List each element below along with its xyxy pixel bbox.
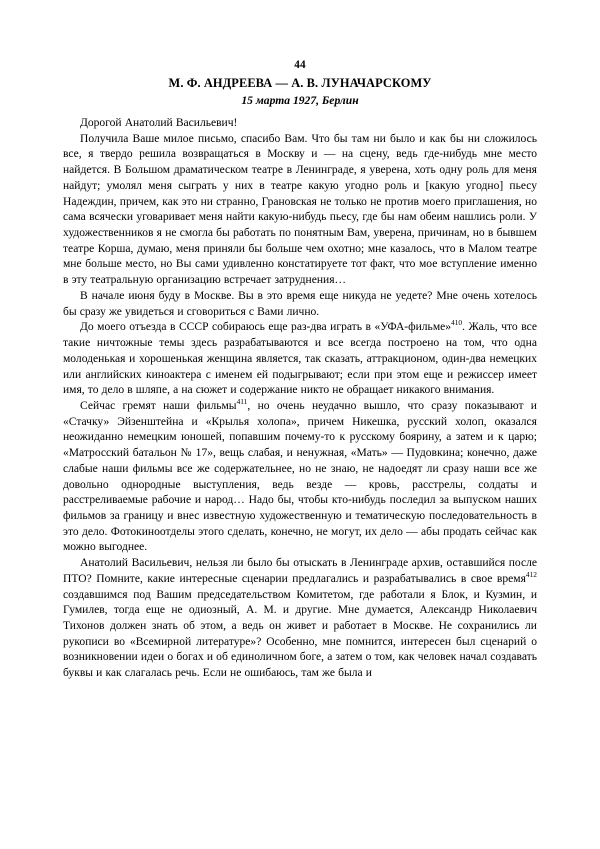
document-dateline: 15 марта 1927, Берлин bbox=[241, 94, 359, 107]
salutation-paragraph: Дорогой Анатолий Васильевич! bbox=[80, 117, 238, 129]
paragraph-3-text-before: До моего отъезда в СССР собираюсь еще раз-два играть в «УФА-фильме» bbox=[80, 321, 452, 334]
footnote-marker-412[interactable]: 412 bbox=[525, 570, 537, 579]
body-paragraph-3 bbox=[63, 320, 537, 399]
page-folio-number: 44 bbox=[294, 59, 306, 71]
body-paragraph-2: В начале июня буду в Москве. Вы в это время еще никуда не уедете? Мне очень хотелось бы сразу же увидеться и сговориться с Вами лично. bbox=[63, 289, 537, 318]
page-content bbox=[63, 58, 537, 682]
footnote-marker-410[interactable]: 410 bbox=[451, 318, 463, 328]
paragraph-5-text-after: создавшимся под Вашим председательством Комитетом, где работали я Блок, и Кузмин, и Гумилев, тогда еще не одиозный, А. М. и другие. Мне думается, Александр Николаевич Тихонов должен знать об этом, а ведь он живет и работает в Москве. Не сохранились ли рукописи во «Всемирной литературе»? Особенно, мне помнится, интересен был сценарий о возникновении идеи о богах и об единоличном боге, а затем о том, как человек начал создавать буквы и как слагалась речь. Если не ошибаюсь, там же была и bbox=[63, 588, 537, 680]
body-paragraph-1: Получила Ваше милое письмо, спасибо Вам. Что бы там ни было и как бы ни сложилось все, я твердо решила возвращаться в Москву и — на сцену, ведь где-нибудь мне место найдется. В Большом драматическом театре в Ленинграде, я уверена, хоть одну роль для меня найдут; умолял меня сыграть у них в театре какую угодно роль и [какую угодно] пьесу Надеждин, причем, как это ни странно, Грановская не только не против моего приглашения, но сама всячески уговаривает меня найти какую-нибудь пьесу, где бы нам обеим нашлись роли. У художественников я не смогла бы работать по понятным Вам, уверена, причинам, но в бывшем театре Корша, думаю, меня приняли бы больше чем охотно; мне казалось, что в Малом театре мне больше место, но Вы сами удивленно констатируете тот факт, что мое вступление именно в эту театральную организацию встречает затруднения… bbox=[63, 132, 537, 287]
paragraph-5-text-before: Анатолий Васильевич, нельзя ли было бы отыскать в Ленинграде архив, оставшийся после ПТО? Помните, какие интересные сценарии предлагались и разрабатывались в свое время bbox=[63, 557, 537, 585]
paragraph-3-text-after: . Жаль, что все такие ничтожные темы здесь разрабатываются и все всегда построено на том, что одна молоденькая и хорошенькая женщина является, так сказать, аттракционом, один-два немецких или английских киноактера с именем ей подыгрывают; если при этом еще и режиссер имеет имя, то дело в шляпе, а на сюжет и содержание никто не обращает никакого внимания. bbox=[63, 321, 537, 397]
body-paragraph-4 bbox=[63, 399, 537, 556]
footnote-marker-411[interactable]: 411 bbox=[236, 397, 248, 407]
body-paragraph-5 bbox=[63, 556, 537, 682]
paragraph-4-text-after: , но очень неудачно вышло, что сразу показывают и «Стачку» Эйзенштейна и «Крылья холопа», причем Никешка, русский холоп, оказался неожиданно немецким юношей, попавшим почему-то к русскому боярину, а затем и к царю; «Матросский батальон № 17», вещь слабая, и ненужная, «Мать» — Пудовкина; конечно, даже слабые наши фильмы все же содержательнее, но не знаю, не надоедят ли сразу наши все же довольно однородные выступления, ведь везде — кровь, расстрелы, солдаты и расстреливаемые рабочие и народ… Надо бы, чтобы кто-нибудь последил за выпуском наших фильмов за границу и внес известную художественную и тематическую последовательность в это дело. Фотокиноотделы этого сделать, конечно, не могут, их дело — абы продать сейчас как можно выгоднее. bbox=[63, 399, 537, 554]
paragraph-4-text-before: Сейчас гремят наши фильмы bbox=[80, 399, 237, 412]
page-title: М. Ф. АНДРЕЕВА — А. В. ЛУНАЧАРСКОМУ bbox=[168, 76, 432, 90]
